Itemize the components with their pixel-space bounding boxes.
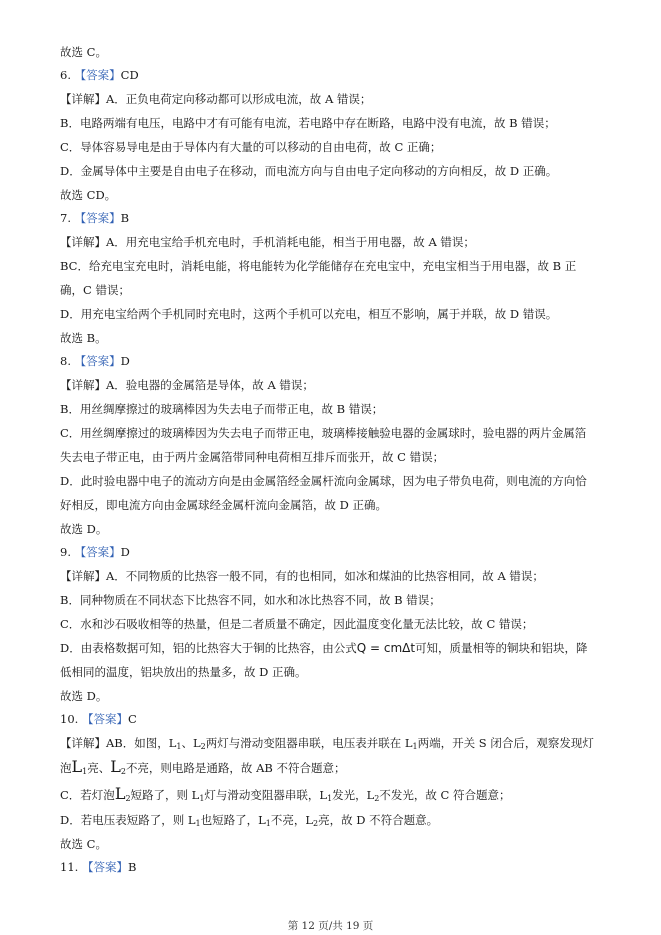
text-segment: 可知，质量相等的铜块和铝块，降 xyxy=(415,641,588,655)
text-segment: 故选 C。 xyxy=(60,837,107,851)
text-segment: 也短路了，L xyxy=(200,813,266,827)
text-line xyxy=(60,640,620,656)
text-line xyxy=(60,210,620,226)
answer-tag: 【答案】 xyxy=(81,860,128,874)
text-segment: C．用丝绸摩擦过的玻璃棒因为失去电子而带正电，玻璃棒接触验电器的金属球时，验电器的两片金属箔 xyxy=(60,426,587,440)
text-segment: D．由表格数据可知，铝的比热容大于铜的比热容，由公式 xyxy=(60,641,357,655)
text-line xyxy=(60,377,620,393)
text-line xyxy=(60,91,620,107)
text-line xyxy=(60,353,620,369)
text-segment: D xyxy=(120,545,130,559)
subscript: 1 xyxy=(412,742,418,751)
text-line xyxy=(60,187,620,203)
text-segment: 、L xyxy=(181,736,201,750)
page-footer: 第 12 页/共 19 页 xyxy=(287,920,374,932)
text-line xyxy=(60,497,620,513)
text-segment: C．导体容易导电是由于导体内有大量的可以移动的自由电荷，故 C 正确； xyxy=(60,140,442,154)
text-line xyxy=(60,759,620,776)
text-segment: 不亮，则电路是通路，故 AB 不符合题意； xyxy=(125,761,346,775)
text-segment: 两灯与滑动变阻器串联，电压表并联在 L xyxy=(205,736,413,750)
text-line xyxy=(60,592,620,608)
lamp-symbol: L xyxy=(110,757,121,776)
lamp-symbol: L xyxy=(71,757,83,776)
subscript: 2 xyxy=(120,767,126,776)
text-segment: D．若电压表短路了，则 L xyxy=(60,813,196,827)
text-line xyxy=(60,735,620,751)
text-line xyxy=(60,163,620,179)
subscript: 2 xyxy=(200,742,206,751)
text-segment: 故选 D。 xyxy=(60,689,108,703)
text-segment: 失去电子带正电，由于两片金属箔带同种电荷相互排斥而张开，故 C 错误； xyxy=(60,450,445,464)
text-segment: 11. xyxy=(60,860,82,874)
text-segment: 9. xyxy=(60,545,75,559)
text-segment: 【详解】A．正负电荷定向移动都可以形成电流，故 A 错误； xyxy=(60,92,372,106)
text-segment: 【详解】A．不同物质的比热容一般不同，有的也相同，如冰和煤油的比热容相同，故 A 错误； xyxy=(60,569,544,583)
text-line xyxy=(60,568,620,584)
text-line xyxy=(60,44,620,60)
text-segment: BC．给充电宝充电时，消耗电能，将电能转为化学能储存在充电宝中，充电宝相当于用电器，故 B 正 xyxy=(60,259,577,273)
text-segment: 灯与滑动变阻器串联，L xyxy=(204,788,328,802)
text-segment: 故选 D。 xyxy=(60,522,108,536)
text-segment: 不亮，L xyxy=(270,813,313,827)
subscript: 1 xyxy=(176,742,182,751)
text-segment: 两端，开关 S 闭合后，观察发现灯 xyxy=(417,736,594,750)
answer-tag: 【答案】 xyxy=(81,712,128,726)
text-line xyxy=(60,401,620,417)
text-segment: 不发光，故 C 符合题意； xyxy=(379,788,511,802)
text-segment: 【详解】A．用充电宝给手机充电时，手机消耗电能，相当于用电器，故 A 错误； xyxy=(60,235,475,249)
text-segment: 亮、 xyxy=(87,761,111,775)
subscript: 1 xyxy=(327,794,333,803)
text-segment: 泡 xyxy=(60,761,72,775)
text-line xyxy=(60,258,620,274)
text-line xyxy=(60,330,620,346)
text-line xyxy=(60,282,620,298)
text-segment: 【详解】A．验电器的金属箔是导体，故 A 错误； xyxy=(60,378,314,392)
text-line xyxy=(60,544,620,560)
text-segment: 亮，故 D 不符合题意。 xyxy=(318,813,439,827)
subscript: 1 xyxy=(199,794,205,803)
text-segment: B．电路两端有电压，电路中才有可能有电流，若电路中存在断路，电路中没有电流，故 B 错误； xyxy=(60,116,556,130)
answer-tag: 【答案】 xyxy=(74,68,121,82)
subscript: 1 xyxy=(82,767,88,776)
text-line xyxy=(60,688,620,704)
text-segment: C．若灯泡 xyxy=(60,788,115,802)
subscript: 1 xyxy=(195,819,201,828)
lamp-symbol: L xyxy=(114,784,126,803)
text-segment: CD xyxy=(120,68,139,82)
text-segment: 发光，L xyxy=(332,788,375,802)
text-line xyxy=(60,115,620,131)
text-segment: C xyxy=(127,712,137,726)
text-line xyxy=(60,859,620,875)
text-line xyxy=(60,425,620,441)
text-segment: D．金属导体中主要是自由电子在移动，而电流方向与自由电子定向移动的方向相反，故 D 正确。 xyxy=(60,164,558,178)
text-segment: D xyxy=(120,354,130,368)
text-segment: 8. xyxy=(60,354,75,368)
text-line xyxy=(60,473,620,489)
text-segment: 故选 B。 xyxy=(60,331,107,345)
subscript: 2 xyxy=(312,819,319,828)
text-segment: 短路了，则 L xyxy=(130,788,200,802)
text-line xyxy=(60,836,620,852)
subscript: 2 xyxy=(374,794,380,803)
text-line xyxy=(60,449,620,465)
text-line xyxy=(60,521,620,537)
text-segment: 低相同的温度，铝块放出的热量多，故 D 正确。 xyxy=(60,665,307,679)
heat-formula: Q = cmΔt xyxy=(356,641,416,655)
text-segment: C．水和沙石吸收相等的热量，但是二者质量不确定，因此温度变化量无法比较，故 C 错误； xyxy=(60,617,534,631)
text-line xyxy=(60,664,620,680)
text-segment: 故选 C。 xyxy=(60,45,107,59)
text-segment: 【详解】AB．如图，L xyxy=(60,736,177,750)
text-line xyxy=(60,67,620,83)
text-segment: 确，C 错误； xyxy=(60,283,130,297)
text-line xyxy=(60,812,620,828)
text-line xyxy=(60,306,620,322)
text-line xyxy=(60,786,620,803)
text-line xyxy=(60,711,620,727)
text-segment: B．同种物质在不同状态下比热容不同，如水和冰比热容不同，故 B 错误； xyxy=(60,593,441,607)
text-segment: D．用充电宝给两个手机同时充电时，这两个手机可以充电，相互不影响，属于并联，故 D 错误。 xyxy=(60,307,558,321)
text-segment: 10. xyxy=(60,712,82,726)
text-segment: B．用丝绸摩擦过的玻璃棒因为失去电子而带正电，故 B 错误； xyxy=(60,402,384,416)
text-segment: 故选 CD。 xyxy=(60,188,117,202)
answer-tag: 【答案】 xyxy=(74,354,121,368)
text-segment: 7. xyxy=(60,211,75,225)
text-line xyxy=(60,616,620,632)
text-segment: D．此时验电器中电子的流动方向是由金属箔经金属杆流向金属球，因为电子带负电荷，则电流的方向恰 xyxy=(60,474,587,488)
text-segment: B xyxy=(127,860,137,874)
text-segment: B xyxy=(120,211,130,225)
text-segment: 好相反，即电流方向由金属球经金属杆流向金属箔，故 D 正确。 xyxy=(60,498,388,512)
text-segment: 6. xyxy=(60,68,75,82)
subscript: 2 xyxy=(125,794,131,803)
subscript: 1 xyxy=(265,819,271,828)
answer-tag: 【答案】 xyxy=(74,545,121,559)
text-line xyxy=(60,234,620,250)
text-line xyxy=(60,139,620,155)
answer-tag: 【答案】 xyxy=(74,211,121,225)
